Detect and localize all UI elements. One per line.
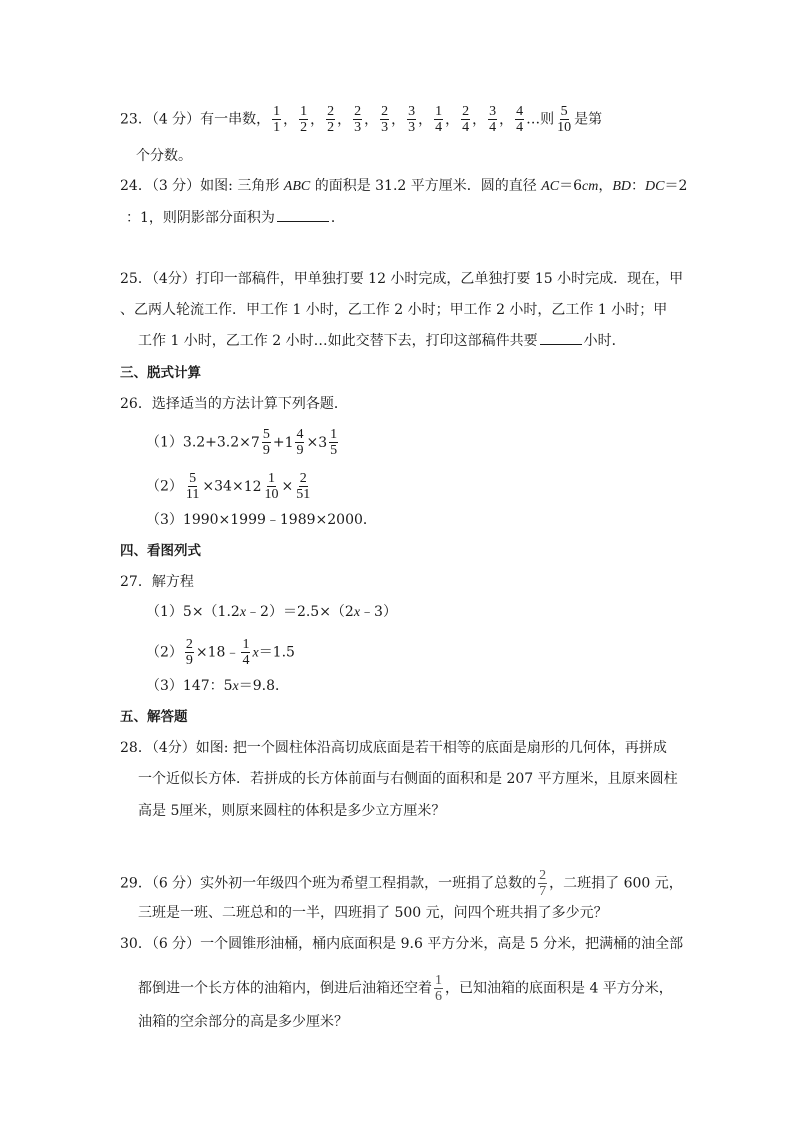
q26-title: 26．选择适当的方法计算下列各题． [120,396,348,412]
q23-separator: ， [445,111,460,128]
q23-line1 [120,104,602,135]
q26-part3: （3）1990×1999﹣1989×2000． [146,512,377,528]
q26-p2-frac-a: $\frac{5}{11}$ [185,471,200,502]
q27-title: 27．解方程 [120,574,194,590]
q23-fraction: $\frac{4}{4}$ [516,104,524,135]
q23-fraction: $\frac{2}{3}$ [354,104,362,135]
q23-fraction: $\frac{1}{1}$ [273,104,281,135]
q26-p1-mixed-b: 1 $\frac{4}{9}$ [284,427,304,458]
q30-fraction: $\frac{1}{6}$ [435,973,442,1004]
q23-separator: ， [499,111,514,128]
section-4-heading: 四、看图列式 [120,543,201,559]
q23-fraction: $\frac{2}{4}$ [462,104,470,135]
q29-line2: 三班是一班、二班总和的一半，四班捐了 500 元，问四个班共捐了多少元？ [138,905,608,921]
q26-p1-mixed-a: 7 $\frac{5}{9}$ [250,427,270,458]
q26-part2: （2） $\frac{5}{11}$ ×34× 12 $\frac{1}{10}$ × $\frac{2}{51}$ [146,471,311,502]
q23-fraction: $\frac{2}{3}$ [381,104,389,135]
q23-fraction: $\frac{2}{2}$ [327,104,335,135]
q27-part3: （3）147：5x＝9.8． [146,678,290,694]
q26-part1: （1）3.2+3.2× 7 $\frac{5}{9}$ + 1 $\frac{4}{9}$ × 3 $\frac{1}{5}$ [146,427,340,458]
section-5-heading: 五、解答题 [120,709,188,725]
q23-separator: ， [391,111,406,128]
q23-fraction: $\frac{3}{4}$ [489,104,497,135]
q23-fraction: $\frac{1}{2}$ [300,104,308,135]
q25-line3: 工作 1 小时，乙工作 2 小时…如此交替下去，打印这部稿件共要 小时． [138,333,626,349]
q23-separator: ， [337,111,352,128]
q25-answer-blank[interactable] [540,343,582,345]
q23-separator: ， [364,111,379,128]
q23-separator: ， [418,111,433,128]
q27-p2-frac-a: $\frac{2}{9}$ [185,637,193,668]
q30-line3: 油箱的空余部分的高是多少厘米？ [138,1014,348,1030]
q23-mid: …则 [526,111,555,128]
q23-separator: ， [283,111,298,128]
q29-fraction: $\frac{2}{7}$ [539,868,547,899]
q25-line2: 、乙两人轮流工作．甲工作 1 小时，乙工作 2 小时；甲工作 2 小时，乙工作 1 小时；甲 [120,302,668,318]
q26-p2-mixed-b: 12 $\frac{1}{10}$ [243,471,279,502]
q25-line1: 25．（4分）打印一部稿件，甲单独打要 12 小时完成，乙单独打要 15 小时完成．现在，甲 [120,271,684,287]
section-3-heading: 三、脱式计算 [120,365,201,381]
q27-part2: （2） $\frac{2}{9}$ ×18﹣ $\frac{1}{4}$ x＝1.5 [146,637,295,668]
q30-line2: 都倒进一个长方体的油箱内，倒进后油箱还空着 $\frac{1}{6}$ ，已知油箱的底面积是 4 平方分米， [138,973,673,1004]
q26-p1-mixed-c: 3 $\frac{1}{5}$ [318,427,338,458]
q23-separator: ， [310,111,325,128]
q23-separator: ， [472,111,487,128]
q27-p2-frac-b: $\frac{1}{4}$ [242,637,250,668]
q23-fraction: $\frac{3}{3}$ [408,104,416,135]
q26-p2-frac-c: $\frac{2}{51}$ [296,471,311,502]
q24-answer-blank[interactable] [277,220,329,222]
q27-part1: （1）5×（1.2x﹣2）＝2.5×（2x﹣3） [146,604,397,620]
q23-line2: 个分数。 [136,148,192,164]
q28-line2: 一个近似长方体．若拼成的长方体前面与右侧面的面积和是 207 平方厘米，且原来圆柱 [138,771,678,787]
q23-sequence [270,104,526,135]
q29-line1: 29．（6 分）实外初一年级四个班为希望工程捐款，一班捐了总数的 $\frac{2}{7}$ ，二班捐了 600 元， [120,868,683,899]
q23-prefix: 23．（4 分）有一串数， [120,111,271,128]
q24-line2: ：1，则阴影部分面积为 ． [126,210,345,226]
q23-tail: 是第 [574,111,603,128]
q30-line1: 30．（6 分）一个圆锥形油桶，桶内底面积是 9.6 平方分米，高是 5 分米，把满桶的油全部 [120,936,684,952]
q24-line1: 24．（3 分）如图: 三角形 ABC 的面积是 31.2 平方厘米．圆的直径 AC＝6cm，BD：DC＝2 [120,178,688,194]
q28-line3: 高是 5厘米，则原来圆柱的体积是多少立方厘米？ [138,803,446,819]
q23-fraction: $\frac{1}{4}$ [435,104,443,135]
q23-target-fraction: $\frac{5}{10}$ [557,104,572,135]
q28-line1: 28．（4分）如图: 把一个圆柱体沿高切成底面是若干相等的底面是扇形的几何体，再拼成 [120,740,667,756]
